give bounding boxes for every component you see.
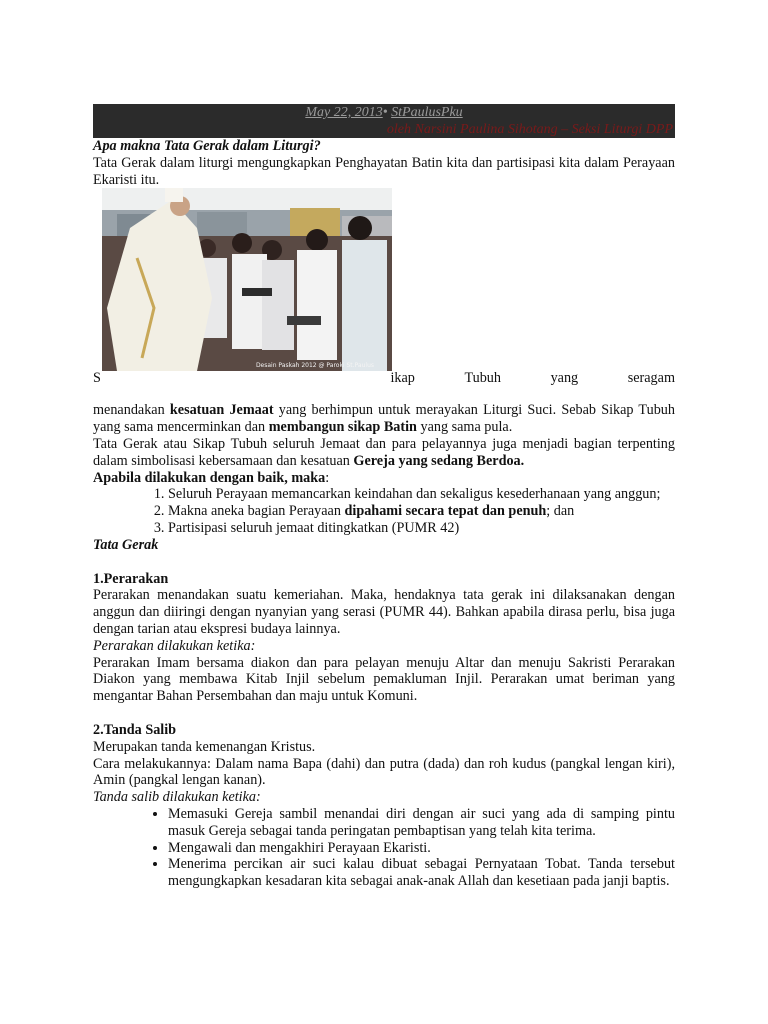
- tanda-salib-meaning: Merupakan tanda kemenangan Kristus.: [93, 738, 316, 755]
- tanda-salib-when-label: Tanda salib dilakukan ketika:: [93, 789, 261, 806]
- author-link[interactable]: StPaulusPku: [391, 105, 463, 120]
- kesatuan-jemaat-bold: kesatuan Jemaat: [169, 402, 274, 419]
- post-meta-bar: [93, 104, 675, 138]
- tanda-salib-heading: 2.Tanda Salib: [93, 721, 177, 738]
- perarakan-paragraph: Perarakan menandakan suatu kemeriahan. Maka, hendaknya tata gerak ini dilaksanakan dengan anggun dan diiringi dengan nyanyian yang serasi (PUMR 44). Bahkan apabila dirasa perlu, bisa juga dengan tarian atau ekspresi budaya lainnya.: [93, 587, 675, 637]
- sikap-word-2: ikap: [390, 370, 415, 387]
- spacer: [93, 554, 675, 571]
- sikap-word-4: yang: [550, 370, 579, 387]
- sikap-first-line: [93, 370, 675, 387]
- sikap-word-1: S: [93, 370, 101, 387]
- photo-caption: Desain Paskah 2012 @ Paroki St.Paulus: [255, 362, 374, 370]
- gereja-berdoa-bold: Gereja yang sedang Berdoa.: [353, 452, 525, 469]
- perarakan-when-text: Perarakan Imam bersama diakon dan para pelayan menuju Altar dan menuju Sakristi Perarakan Diakon yang membawa Kitab Injil sebelum pemakluman Injil. Perarakan umat beriman yang mengantar Bahan Persembahan dan maju untuk Komuni.: [93, 654, 675, 705]
- condition-item: 1. Seluruh Perayaan memancarkan keindahan dan sekaligus kesederhanaan yang anggun;: [168, 486, 675, 503]
- meta-separator: •: [382, 105, 388, 120]
- ceremony-photo-illustration: [102, 188, 392, 371]
- tanda-salib-how: Cara melakukannya: Dalam nama Bapa (dahi) dan putra (dada) dan roh kudus (pangkal lengan kiri), Amin (pangkal lengan kanan).: [93, 755, 675, 789]
- article: [93, 104, 675, 890]
- perarakan-when-label: Perarakan dilakukan ketika:: [93, 637, 256, 654]
- ceremony-photo: [102, 188, 392, 371]
- post-date-link[interactable]: May 22, 2013: [305, 105, 383, 120]
- simbolisasi-paragraph: Tata Gerak atau Sikap Tubuh seluruh Jemaat dan para pelayannya juga menjadi bagian terpenting dalam simbolisasi kebersamaan dan kesatuan Gereja yang sedang Berdoa.: [93, 435, 675, 469]
- conditions-list: [93, 486, 675, 536]
- byline: oleh Narsini Paulina Sihotang – Seksi Liturgi DPP: [386, 122, 673, 137]
- tanda-salib-list: [93, 806, 675, 890]
- sikap-batin-bold: membangun sikap Batin: [268, 419, 417, 436]
- intro-paragraph: Tata Gerak dalam liturgi mengungkapkan Penghayatan Batin kita dan partisipasi kita dalam Perayaan Ekaristi itu.: [93, 154, 675, 188]
- sikap-word-5: seragam: [627, 370, 675, 387]
- condition-intro: Apabila dilakukan dengan baik, maka:: [93, 469, 330, 486]
- condition-item: 3. Partisipasi seluruh jemaat ditingkatkan (PUMR 42): [168, 520, 675, 537]
- sikap-word-3: Tubuh: [464, 370, 501, 387]
- post-meta-line: [93, 104, 675, 121]
- tanda-salib-item: • Memasuki Gereja sambil menandai diri dengan air suci yang ada di samping pintu masuk Gereja sebagai tanda peringatan pembaptisan yang telah kita terima.: [168, 806, 675, 840]
- tanda-salib-item: • Mengawali dan mengakhiri Perayaan Ekaristi.: [168, 840, 675, 857]
- sikap-paragraph: menandakan kesatuan Jemaat yang berhimpun untuk merayakan Liturgi Suci. Sebab Sikap Tubuh yang sama mencerminkan dan membangun sikap Batin yang sama pula.: [93, 402, 675, 436]
- spacer: [93, 705, 675, 722]
- sikap-tubuh-section: [93, 370, 675, 387]
- perarakan-heading: 1.Perarakan: [93, 570, 169, 587]
- tata-gerak-heading: Tata Gerak: [93, 536, 159, 553]
- tanda-salib-item: • Menerima percikan air suci kalau dibuat sebagai Pernyataan Tobat. Tanda tersebut mengungkapkan kesadaran kita sebagai anak-anak Allah dan kesetiaan pada janji baptis.: [168, 856, 675, 890]
- condition-item: 2. Makna aneka bagian Perayaan dipahami secara tepat dan penuh; dan: [168, 503, 675, 520]
- intro-question: Apa makna Tata Gerak dalam Liturgi?: [93, 138, 321, 154]
- photo-section: [93, 188, 675, 402]
